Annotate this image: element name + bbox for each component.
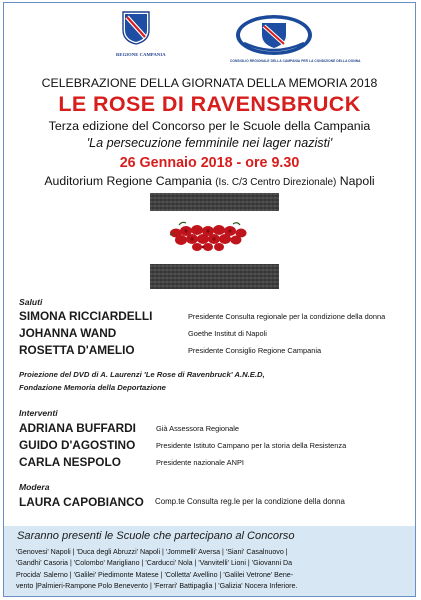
speaker-name: JOHANNA WAND [19,326,117,340]
projection-line: Fondazione Memoria della Deportazione [19,382,166,392]
theme-line: 'La persecuzione femminile nei lager nazisti' [86,136,333,150]
celebration-heading: CELEBRAZIONE DELLA GIORNATA DELLA MEMORIA 2018 [41,76,378,90]
schools-intro: Saranno presenti le Scuole che partecipano al Concorso [17,530,295,542]
event-date: 26 Gennaio 2018 - ore 9.30 [119,155,300,171]
event-title: LE ROSE DI RAVENSBRUCK [58,92,361,116]
moderator-name: LAURA CAPOBIANCO [19,495,144,509]
logo-right-caption: CONSIGLIO REGIONALE DELLA CAMPANIA PER LA CONDIZIONE DELLA DONNA [230,59,361,63]
speaker-name: SIMONA RICCIARDELLI [19,309,153,323]
logo-left-caption: REGIONE CAMPANIA [116,52,166,57]
moderator-role: Comp.te Consulta reg.le per la condizione della donna [155,497,345,506]
projection-line: Proiezione del DVD di A. Laurenzi 'Le Rose di Ravenbruck' A.N.E.D, [19,370,265,379]
speaker-name: ROSETTA D'AMELIO [19,343,135,357]
coat-of-arms-icon [122,11,150,45]
modera-label: Modera [19,482,50,492]
venue-detail: (Is. C/3 Centro Direzionale) [215,177,337,188]
venue-city: Napoli [339,174,375,188]
venue-main: Auditorium Regione Campania [44,174,212,188]
venue-line [4,174,415,188]
schools-box [4,526,415,596]
edition-line: Terza edizione del Concorso per le Scuole della Campania [48,119,371,133]
speaker-role: Goethe Institut di Napoli [188,329,267,338]
speaker-name: GUIDO D'AGOSTINO [19,438,136,452]
consiglio-emblem-icon [234,13,314,57]
speaker-name: CARLA NESPOLO [19,455,121,469]
speaker-name: ADRIANA BUFFARDI [19,421,136,435]
interventi-label: Interventi [19,408,58,418]
saluti-label: Saluti [19,297,43,307]
regione-campania-logo [116,11,166,57]
projection-note [19,369,265,394]
speaker-role: Presidente nazionale ANPI [156,458,244,467]
schools-line: 'Genovesi' Napoli | 'Duca degli Abruzzi' Napoli | 'Jommelli' Aversa | 'Siani' Casalnuovo | [16,548,288,556]
speaker-role: Presidente Consiglio Regione Campania [188,346,322,355]
schools-line: 'Gandhi' Casoria | 'Colombo' Marigliano | 'Carducci' Nola | 'Vanvitelli' Lioni | 'Giovanni Da [16,559,293,568]
schools-line: vento |Palmieri-Rampone Polo Benevento | 'Ferrari' Battipaglia | 'Galizia' Nocera Inferiore. [16,581,298,590]
schools-list [16,547,408,592]
roses-artwork [150,193,279,291]
speaker-role: Presidente Istituto Campano per la storia della Resistenza [156,441,347,450]
schools-line: Procida' Salerno | 'Galilei' Piedimonte Matese | 'Colletta' Avellino | 'Galilei Vetrone' Bene- [16,570,294,579]
speaker-role: Presidente Consulta regionale per la condizione della donna [188,312,386,321]
consiglio-regionale-logo [230,13,361,63]
poster-frame [3,2,416,597]
speaker-role: Già Assessora Regionale [156,424,239,433]
